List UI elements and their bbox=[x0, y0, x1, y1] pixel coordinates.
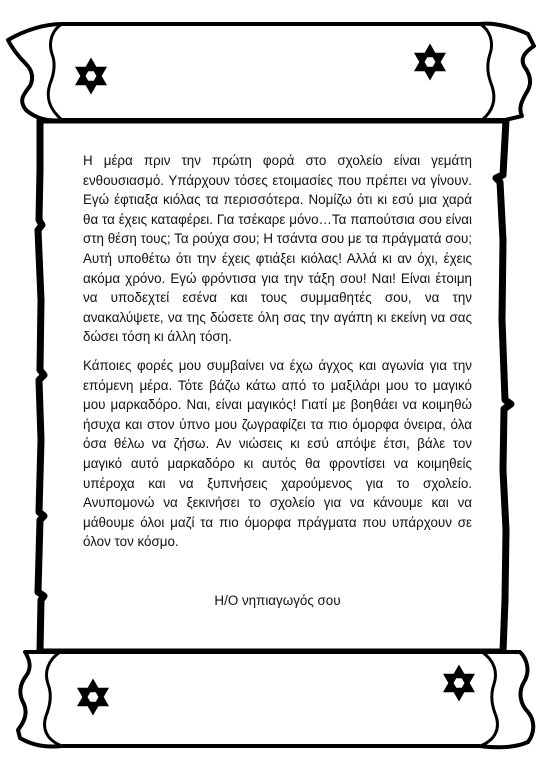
signature: Η/Ο νηπιαγωγός σου bbox=[214, 593, 341, 608]
letter-paragraph: Κάποιες φορές μου συμβαίνει να έχω άγχος και αγωνία για την επόμενη μέρα. Τότε βάζω κάτω από το μαξιλάρι μου το μαγικό μου μαρκαδόρο. Ναι, είναι μαγικός! Γιατί με βοηθάει να κοιμηθώ ήσυχα και στον ύπνο μου ζωγραφίζει τα πιο όμορφα όνειρα, όλα όσα θέλω να ζήσω. Αν νιώσεις κι εσύ απόψε έτσι, βάλε τον μαγικό αυτό μαρκαδόρο κι αυτός θα φροντίσει να κοιμηθείς υπέροχα και να ξυπνήσεις χαρούμενος για το σχολείο. Ανυπομονώ να ξεκινήσει το σχολείο για να κάνουμε και να μάθουμε όλοι μαζί τα πιο όμορφα πράγματα που υπάρχουν σε όλον τον κόσμο. bbox=[83, 357, 472, 550]
bottom-scroll-roll bbox=[18, 652, 533, 747]
letter-body bbox=[83, 151, 472, 552]
letter-paragraph: Η μέρα πριν την πρώτη φορά στο σχολείο είναι γεμάτη ενθουσιασμό. Υπάρχουν τόσες ετοιμασίες που πρέπει να γίνουν. Εγώ έφτιαξα κιόλας τα περισσότερα. Νομίζω ότι κι εσύ μια χαρά θα τα έχεις καταφέρει. Για τσέκαρε μόνο…Τα παπούτσια σου είναι στη θέση τους; Τα ρούχα σου; Η τσάντα σου με τα πράγματά σου; Αυτή υποθέτω ότι την έχεις φτιάξει κιόλας! Αλλά κι αν όχι, έχεις ακόμα χρόνο. Εγώ φρόντισα για την τάξη σου! Ναι! Είναι έτοιμη να υποδεχτεί εσένα και τους συμμαθητές σου, να την ανακαλύψετε, να της δώσετε όλη σας την αγάπη κι εκείνη να σας δώσει τόση κι άλλη τόση. bbox=[83, 153, 472, 345]
